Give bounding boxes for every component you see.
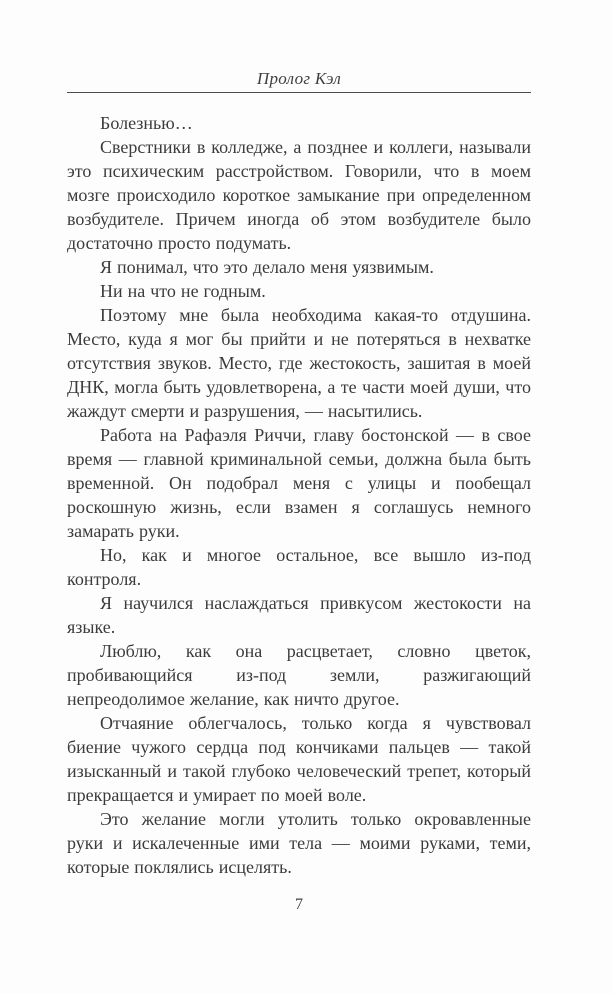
paragraph: Я научился наслаждаться привкусом жестокости на языке.	[67, 593, 531, 637]
page-number: 7	[295, 896, 303, 913]
paragraph: Ни на что не годным.	[100, 281, 266, 301]
header-rule	[67, 92, 531, 93]
running-head: Пролог Кэл	[256, 69, 342, 88]
paragraph: Отчаяние облегчалось, только когда я чувствовал биение чужого сердца под кончиками пальцев — такой изысканный и такой глубоко человеческий трепет, который прекращается и умирает по моей воле.	[67, 713, 531, 805]
paragraph: Работа на Рафаэля Риччи, главу бостонской — в свое время — главной криминальной семьи, должна была быть временной. Он подобрал меня с улицы и пообещал роскошную жизнь, если взамен я соглашусь немного замарать руки.	[67, 425, 531, 541]
paragraph: Люблю, как она расцветает, словно цветок, пробивающийся из-под земли, разжигающий непреодолимое желание, как ничто другое.	[67, 641, 531, 709]
paragraph: Но, как и многое остальное, все вышло из-под контроля.	[67, 545, 531, 589]
paragraph: Сверстники в колледже, а позднее и коллеги, называли это психическим расстройством. Говорили, что в моем мозге происходило короткое замыкание при определенном возбудителе. Причем иногда об этом возбудителе было достаточно просто подумать.	[67, 137, 531, 253]
paragraph: Это желание могли утолить только окровавленные руки и искалеченные ими тела — моими руками, теми, которые поклялись исцелять.	[67, 809, 531, 877]
body-text	[67, 111, 531, 879]
paragraph: Я понимал, что это делало меня уязвимым.	[100, 257, 434, 277]
paragraph: Поэтому мне была необходима какая-то отдушина. Место, куда я мог бы прийти и не потеряться в нехватке отсутствия звуков. Место, где жестокость, зашитая в моей ДНК, могла быть удовлетворена, а те части моей души, что жаждут смерти и разрушения, — насытились.	[67, 305, 531, 421]
paragraph: Болезнью…	[100, 113, 193, 133]
